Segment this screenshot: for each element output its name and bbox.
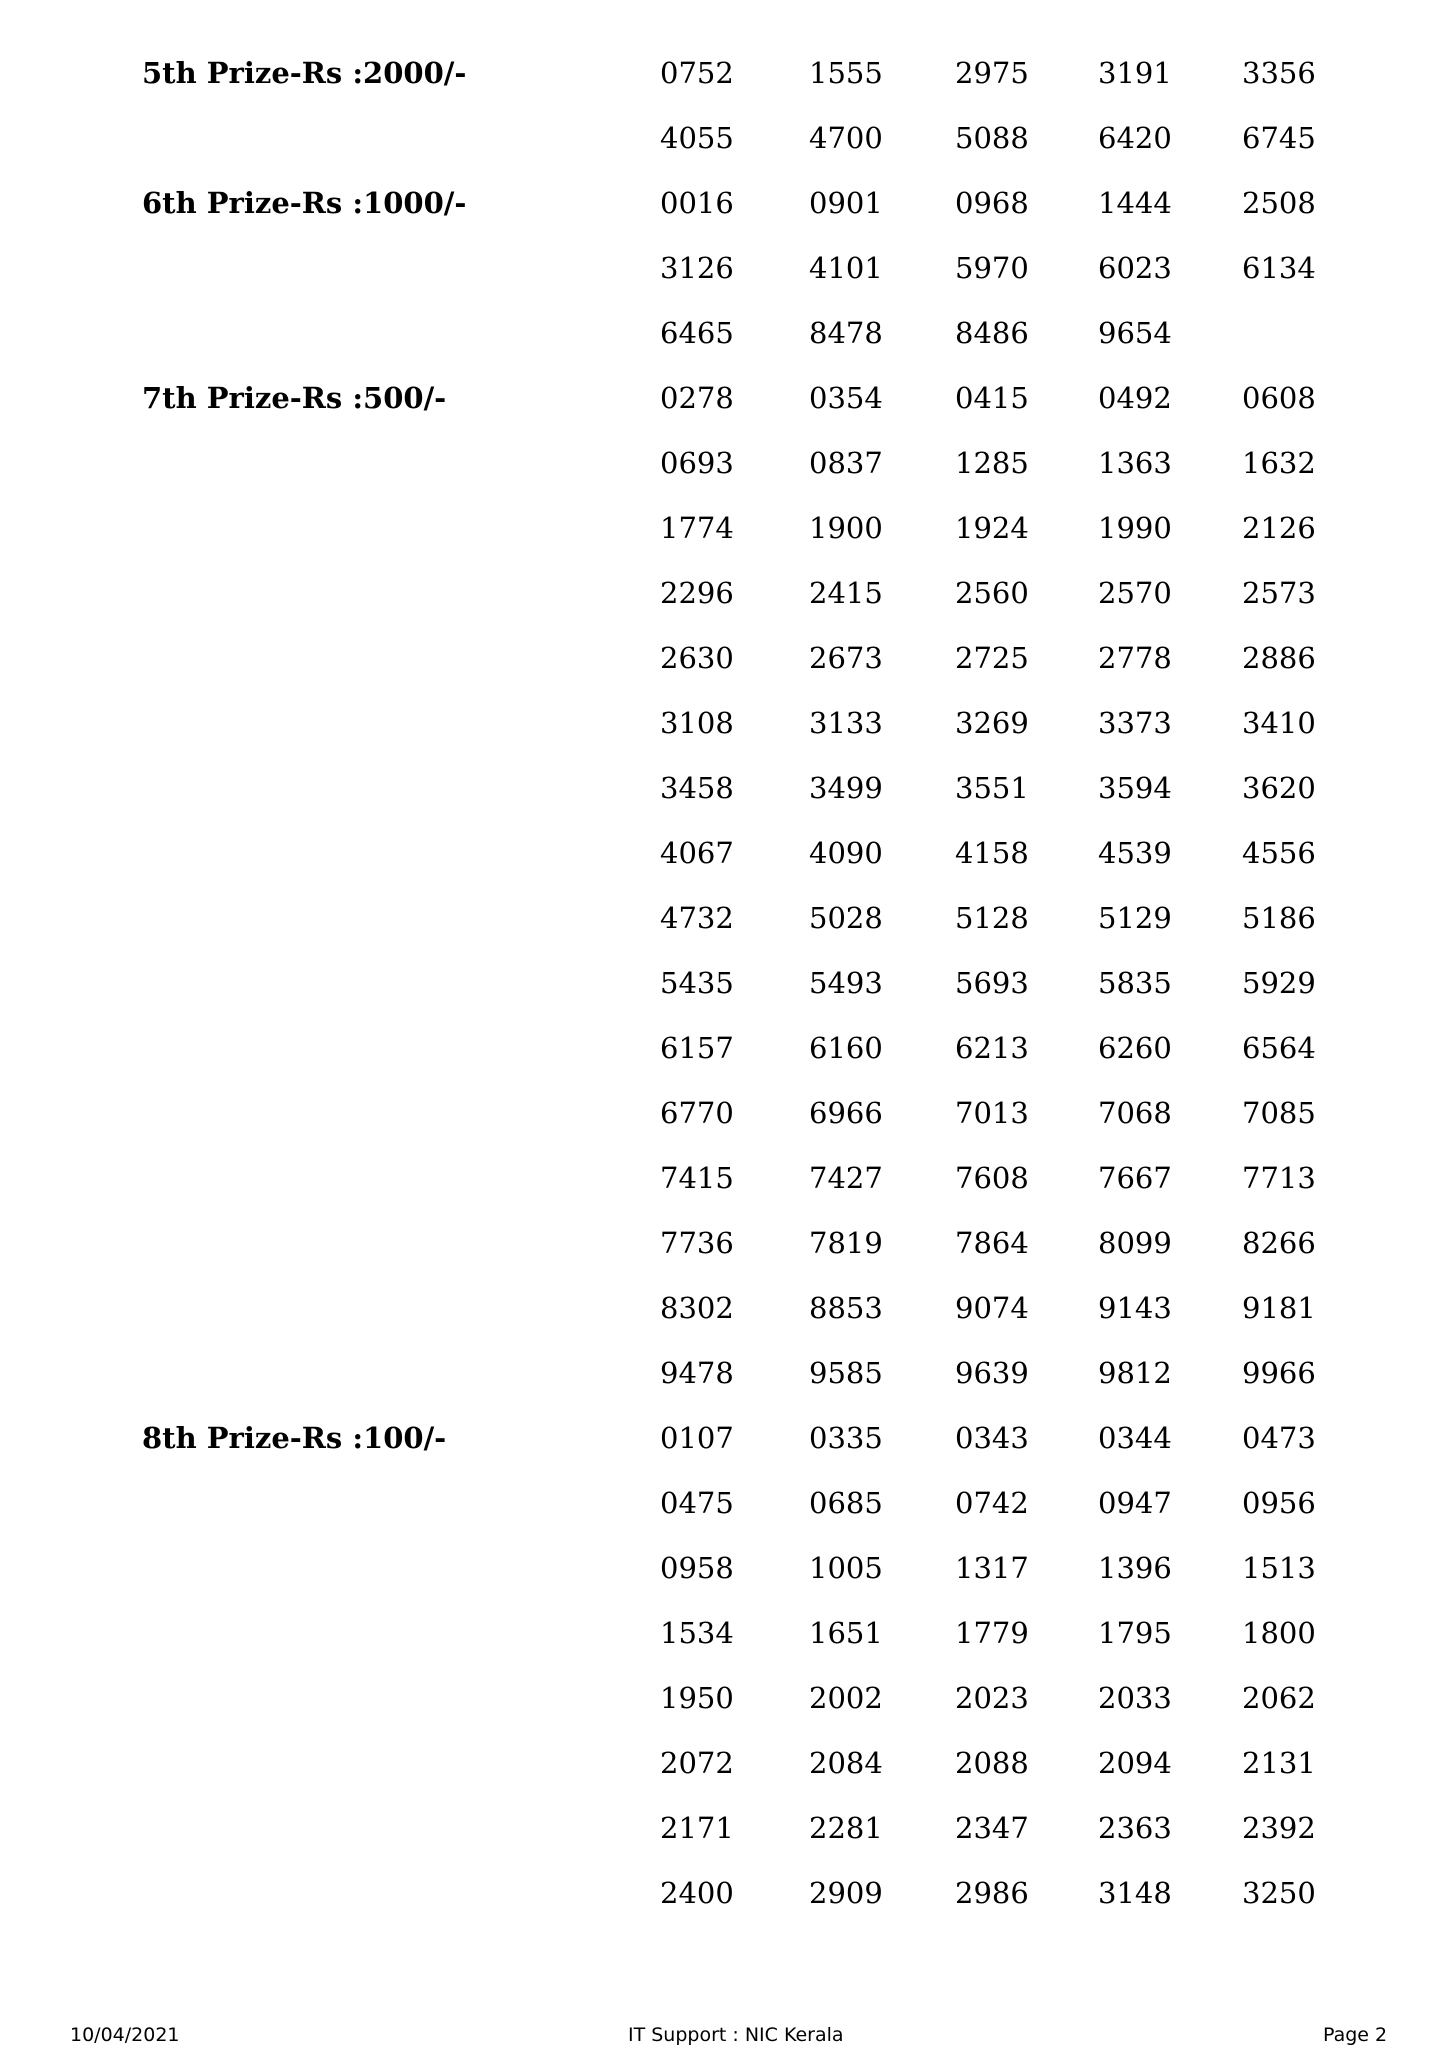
- number-row: [0, 1016, 1448, 1081]
- winning-number: 6770: [660, 1096, 734, 1130]
- winning-number: 9181: [1242, 1291, 1316, 1325]
- winning-number: 3108: [660, 706, 734, 740]
- winning-number: 3458: [660, 771, 734, 805]
- winning-number: 1800: [1242, 1616, 1316, 1650]
- number-row: [0, 171, 1448, 236]
- winning-number: 4556: [1242, 836, 1316, 870]
- number-row: [0, 626, 1448, 691]
- winning-number: 5970: [955, 251, 1029, 285]
- winning-number: 7608: [955, 1161, 1029, 1195]
- winning-number: 3250: [1242, 1876, 1316, 1910]
- winning-number: 2363: [1098, 1811, 1172, 1845]
- winning-number: 2975: [955, 56, 1029, 90]
- winning-number: 6023: [1098, 251, 1172, 285]
- winning-number: 7667: [1098, 1161, 1172, 1195]
- winning-number: 7819: [809, 1226, 883, 1260]
- winning-number: 3410: [1242, 706, 1316, 740]
- winning-number: 1651: [809, 1616, 883, 1650]
- winning-number: 1363: [1098, 446, 1172, 480]
- winning-number: 2171: [660, 1811, 734, 1845]
- number-row: [0, 236, 1448, 301]
- winning-number: 2630: [660, 641, 734, 675]
- winning-number: 6564: [1242, 1031, 1316, 1065]
- winning-number: 0693: [660, 446, 734, 480]
- winning-number: 9812: [1098, 1356, 1172, 1390]
- winning-number: 3269: [955, 706, 1029, 740]
- winning-number: 2986: [955, 1876, 1029, 1910]
- winning-number: 0415: [955, 381, 1029, 415]
- number-row: [0, 1471, 1448, 1536]
- winning-number: 1285: [955, 446, 1029, 480]
- winning-number: 6745: [1242, 121, 1316, 155]
- winning-number: 7013: [955, 1096, 1029, 1130]
- winning-number: 0492: [1098, 381, 1172, 415]
- winning-number: 3373: [1098, 706, 1172, 740]
- winning-number: 2062: [1242, 1681, 1316, 1715]
- winning-number: 9143: [1098, 1291, 1172, 1325]
- winning-number: 8099: [1098, 1226, 1172, 1260]
- winning-number: 1924: [955, 511, 1029, 545]
- winning-number: 5186: [1242, 901, 1316, 935]
- number-row: [0, 886, 1448, 951]
- prize-section: [0, 41, 1448, 171]
- winning-number: 0947: [1098, 1486, 1172, 1520]
- number-row: [0, 301, 1448, 366]
- winning-number: 2094: [1098, 1746, 1172, 1780]
- winning-number: 2084: [809, 1746, 883, 1780]
- winning-number: 8853: [809, 1291, 883, 1325]
- winning-number: 0901: [809, 186, 883, 220]
- number-row: [0, 1146, 1448, 1211]
- winning-number: 1444: [1098, 186, 1172, 220]
- number-row: [0, 431, 1448, 496]
- winning-number: 2909: [809, 1876, 883, 1910]
- winning-number: 4732: [660, 901, 734, 935]
- winning-number: 7864: [955, 1226, 1029, 1260]
- winning-number: 2725: [955, 641, 1029, 675]
- number-row: [0, 1276, 1448, 1341]
- winning-number: 2400: [660, 1876, 734, 1910]
- winning-number: 0968: [955, 186, 1029, 220]
- winning-number: 0344: [1098, 1421, 1172, 1455]
- winning-number: 2296: [660, 576, 734, 610]
- winning-number: 8486: [955, 316, 1029, 350]
- winning-number: 4090: [809, 836, 883, 870]
- winning-number: 2560: [955, 576, 1029, 610]
- number-row: [0, 1731, 1448, 1796]
- winning-number: 7713: [1242, 1161, 1316, 1195]
- winning-number: 3126: [660, 251, 734, 285]
- number-row: [0, 106, 1448, 171]
- winning-number: 6966: [809, 1096, 883, 1130]
- winning-number: 0958: [660, 1551, 734, 1585]
- number-row: [0, 821, 1448, 886]
- number-row: [0, 1601, 1448, 1666]
- winning-number: 0742: [955, 1486, 1029, 1520]
- winning-number: 2131: [1242, 1746, 1316, 1780]
- winning-number: 1396: [1098, 1551, 1172, 1585]
- winning-number: 4101: [809, 251, 883, 285]
- winning-number: 6260: [1098, 1031, 1172, 1065]
- prize-section: [0, 366, 1448, 1406]
- number-row: [0, 1666, 1448, 1731]
- winning-number: 5929: [1242, 966, 1316, 1000]
- winning-number: 1317: [955, 1551, 1029, 1585]
- winning-number: 0685: [809, 1486, 883, 1520]
- winning-number: 4539: [1098, 836, 1172, 870]
- number-row: [0, 1081, 1448, 1146]
- winning-number: 6160: [809, 1031, 883, 1065]
- winning-number: 5128: [955, 901, 1029, 935]
- winning-number: 9966: [1242, 1356, 1316, 1390]
- winning-number: 9074: [955, 1291, 1029, 1325]
- winning-number: 2002: [809, 1681, 883, 1715]
- winning-number: 3594: [1098, 771, 1172, 805]
- winning-number: 2392: [1242, 1811, 1316, 1845]
- winning-number: 8266: [1242, 1226, 1316, 1260]
- winning-number: 7068: [1098, 1096, 1172, 1130]
- winning-number: 1900: [809, 511, 883, 545]
- winning-number: 2508: [1242, 186, 1316, 220]
- prize-label: 7th Prize-Rs :500/-: [142, 381, 447, 415]
- winning-number: 1950: [660, 1681, 734, 1715]
- winning-number: 1534: [660, 1616, 734, 1650]
- winning-number: 1990: [1098, 511, 1172, 545]
- winning-number: 0343: [955, 1421, 1029, 1455]
- winning-number: 4055: [660, 121, 734, 155]
- winning-number: 5129: [1098, 901, 1172, 935]
- winning-number: 3191: [1098, 56, 1172, 90]
- number-row: [0, 1406, 1448, 1471]
- winning-number: 3133: [809, 706, 883, 740]
- footer-page-number: Page 2: [1323, 2024, 1388, 2046]
- winning-number: 3499: [809, 771, 883, 805]
- winning-number: 2023: [955, 1681, 1029, 1715]
- winning-number: 2088: [955, 1746, 1029, 1780]
- winning-number: 3551: [955, 771, 1029, 805]
- winning-number: 3356: [1242, 56, 1316, 90]
- winning-number: 9654: [1098, 316, 1172, 350]
- number-row: [0, 561, 1448, 626]
- winning-number: 0956: [1242, 1486, 1316, 1520]
- winning-number: 2126: [1242, 511, 1316, 545]
- winning-number: 1513: [1242, 1551, 1316, 1585]
- winning-number: 2415: [809, 576, 883, 610]
- number-row: [0, 1211, 1448, 1276]
- winning-number: 7415: [660, 1161, 734, 1195]
- winning-number: 2072: [660, 1746, 734, 1780]
- winning-number: 0354: [809, 381, 883, 415]
- number-row: [0, 496, 1448, 561]
- winning-number: 7736: [660, 1226, 734, 1260]
- winning-number: 6420: [1098, 121, 1172, 155]
- number-row: [0, 366, 1448, 431]
- number-row: [0, 1861, 1448, 1926]
- number-row: [0, 41, 1448, 106]
- winning-number: 7427: [809, 1161, 883, 1195]
- winning-number: 3620: [1242, 771, 1316, 805]
- prize-section: [0, 1406, 1448, 1926]
- winning-number: 1005: [809, 1551, 883, 1585]
- winning-number: 1779: [955, 1616, 1029, 1650]
- winning-number: 0335: [809, 1421, 883, 1455]
- winning-number: 4158: [955, 836, 1029, 870]
- number-row: [0, 756, 1448, 821]
- winning-number: 2886: [1242, 641, 1316, 675]
- winning-number: 6157: [660, 1031, 734, 1065]
- number-row: [0, 951, 1448, 1016]
- number-row: [0, 1341, 1448, 1406]
- winning-number: 9478: [660, 1356, 734, 1390]
- winning-number: 2347: [955, 1811, 1029, 1845]
- winning-number: 0752: [660, 56, 734, 90]
- winning-number: 9639: [955, 1356, 1029, 1390]
- winning-number: 6465: [660, 316, 734, 350]
- winning-number: 2570: [1098, 576, 1172, 610]
- winning-number: 5835: [1098, 966, 1172, 1000]
- winning-number: 2573: [1242, 576, 1316, 610]
- winning-number: 0107: [660, 1421, 734, 1455]
- number-row: [0, 1796, 1448, 1861]
- winning-number: 0837: [809, 446, 883, 480]
- winning-number: 4067: [660, 836, 734, 870]
- winning-number: 5435: [660, 966, 734, 1000]
- winning-number: 2033: [1098, 1681, 1172, 1715]
- winning-number: 6213: [955, 1031, 1029, 1065]
- number-row: [0, 691, 1448, 756]
- prize-label: 5th Prize-Rs :2000/-: [142, 56, 467, 90]
- winning-number: 0016: [660, 186, 734, 220]
- prize-label: 6th Prize-Rs :1000/-: [142, 186, 467, 220]
- winning-number: 5493: [809, 966, 883, 1000]
- winning-number: 1555: [809, 56, 883, 90]
- winning-number: 2281: [809, 1811, 883, 1845]
- winning-number: 5028: [809, 901, 883, 935]
- winning-number: 9585: [809, 1356, 883, 1390]
- winning-number: 4700: [809, 121, 883, 155]
- winning-number: 2778: [1098, 641, 1172, 675]
- number-row: [0, 1536, 1448, 1601]
- winning-number: 8302: [660, 1291, 734, 1325]
- winning-number: 8478: [809, 316, 883, 350]
- prize-section: [0, 171, 1448, 366]
- winning-number: 6134: [1242, 251, 1316, 285]
- winning-number: 3148: [1098, 1876, 1172, 1910]
- footer-support-text: IT Support : NIC Kerala: [628, 2024, 844, 2046]
- winning-number: 0475: [660, 1486, 734, 1520]
- prize-results-list: [0, 41, 1448, 1926]
- winning-number: 1774: [660, 511, 734, 545]
- winning-number: 0608: [1242, 381, 1316, 415]
- footer-date: 10/04/2021: [70, 2024, 180, 2046]
- winning-number: 5088: [955, 121, 1029, 155]
- winning-number: 5693: [955, 966, 1029, 1000]
- winning-number: 1795: [1098, 1616, 1172, 1650]
- winning-number: 0473: [1242, 1421, 1316, 1455]
- winning-number: 1632: [1242, 446, 1316, 480]
- winning-number: 0278: [660, 381, 734, 415]
- winning-number: 7085: [1242, 1096, 1316, 1130]
- prize-label: 8th Prize-Rs :100/-: [142, 1421, 447, 1455]
- winning-number: 2673: [809, 641, 883, 675]
